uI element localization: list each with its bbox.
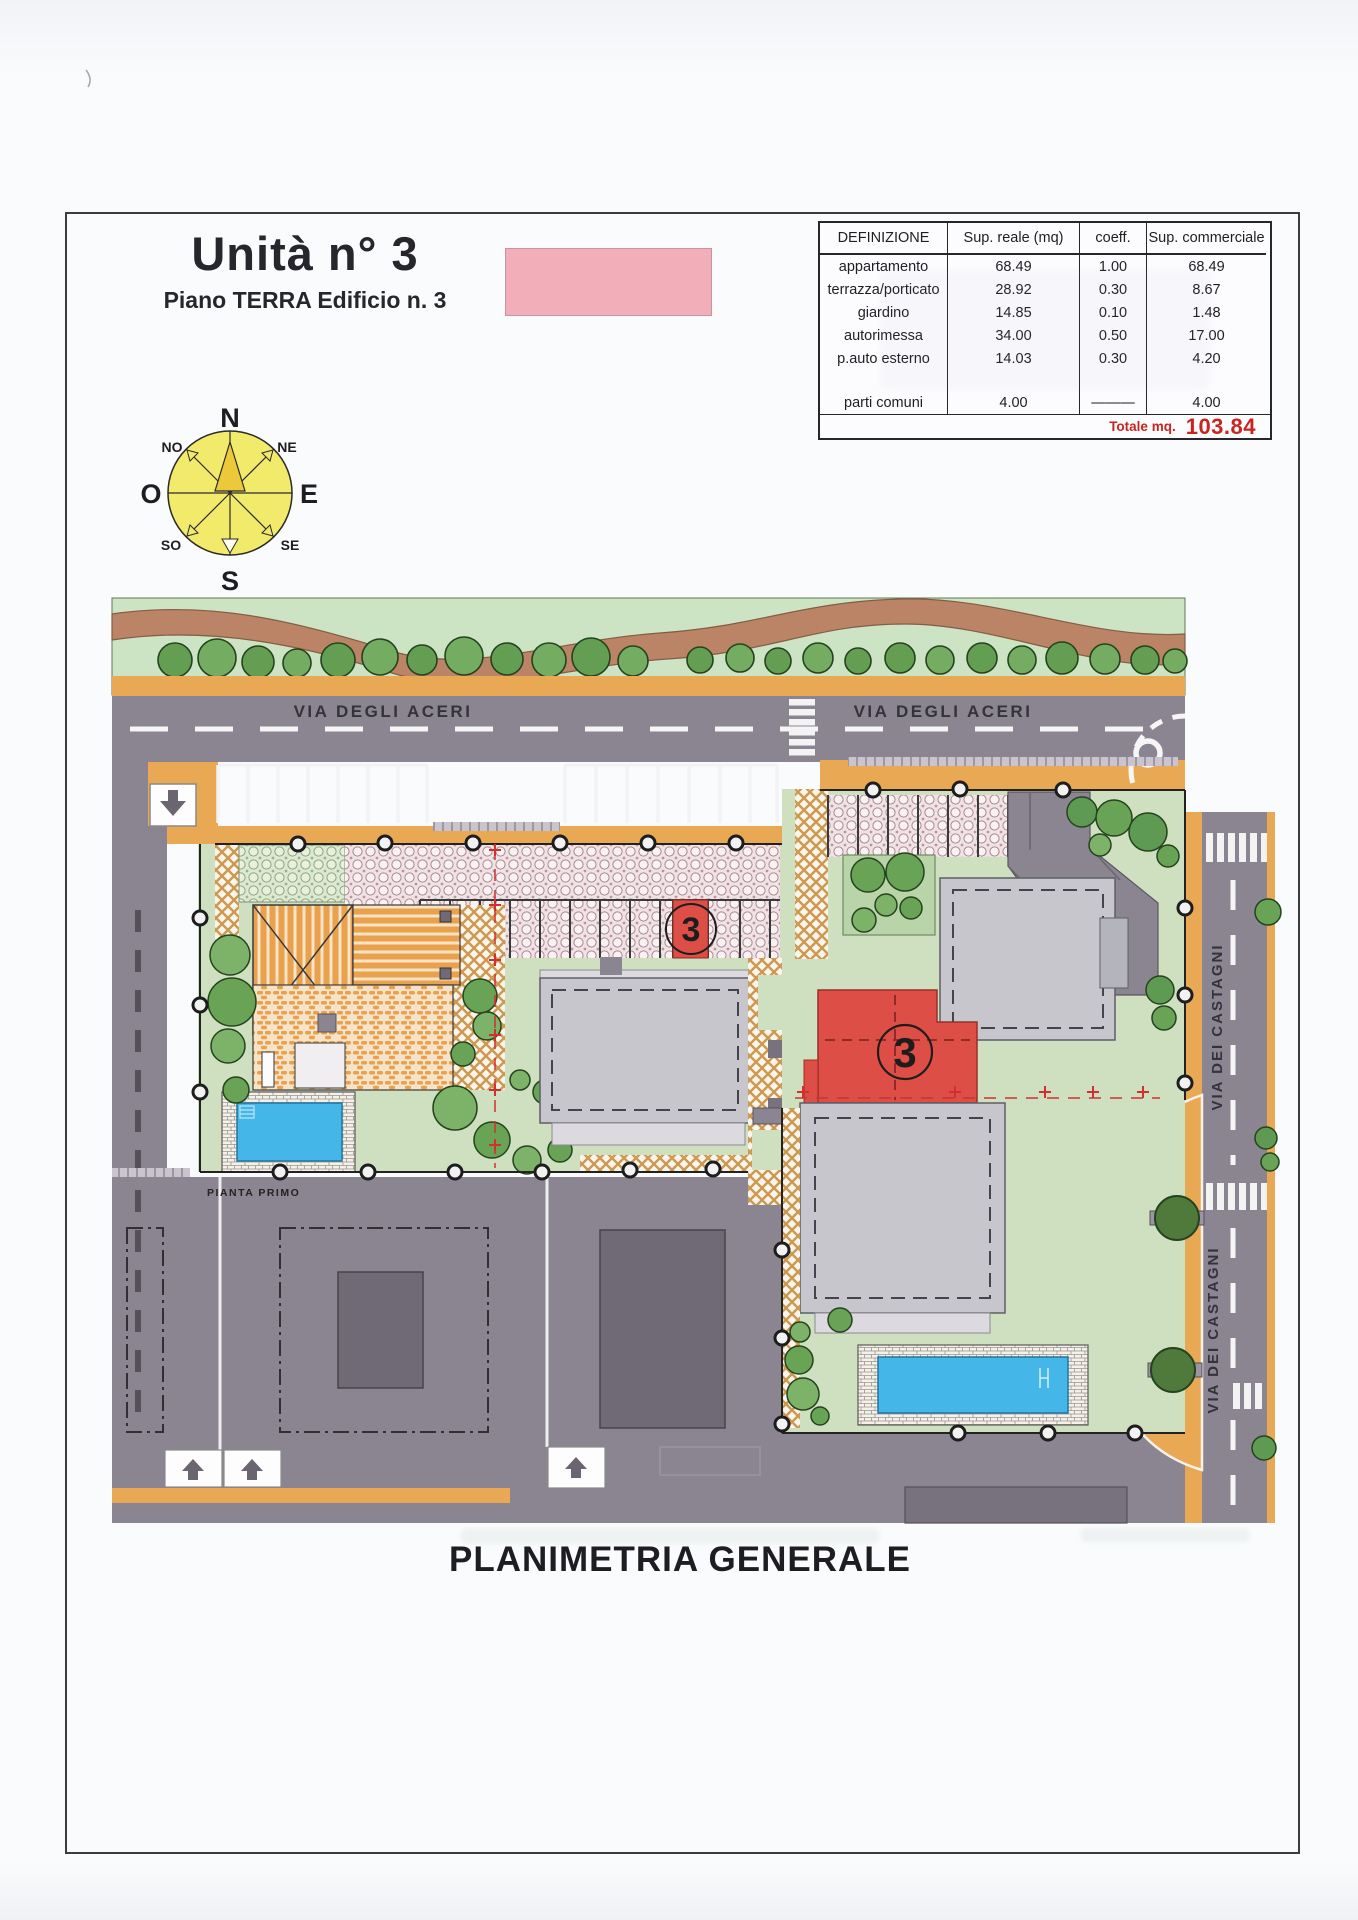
table-cell: 68.49 bbox=[948, 255, 1080, 278]
street-parking-stripes bbox=[218, 765, 777, 823]
table-cell: 4.20 bbox=[1192, 350, 1221, 367]
col-header-sup-commerciale: Sup. commerciale bbox=[1147, 223, 1266, 255]
street-label-castagni-lower: VIA DEI CASTAGNI bbox=[1205, 1246, 1222, 1414]
table-cell: 28.92 bbox=[948, 278, 1080, 301]
table-cell: autorimessa bbox=[820, 324, 948, 347]
right-pool bbox=[858, 1345, 1088, 1425]
table-cell: 0.50 bbox=[1080, 324, 1147, 347]
page-subtitle: Piano TERRA Edificio n. 3 bbox=[163, 287, 447, 313]
table-cell: appartamento bbox=[820, 255, 948, 278]
table-cell: 4.00 bbox=[1192, 394, 1221, 411]
total-value: 103.84 bbox=[1185, 413, 1256, 439]
lower-right-building bbox=[800, 1103, 1005, 1333]
table-cell: 0.30 bbox=[1080, 347, 1147, 370]
street-label-castagni-upper: VIA DEI CASTAGNI bbox=[1209, 943, 1226, 1111]
right-parcel bbox=[782, 789, 1185, 1433]
street-label-aceri-right: VIA DEGLI ACERI bbox=[853, 702, 1033, 721]
table-cell: 1.00 bbox=[1080, 255, 1147, 278]
table-cell: 1.48 bbox=[1192, 304, 1221, 321]
table-cell: ——— bbox=[1080, 391, 1147, 414]
table-cell: 0.10 bbox=[1080, 301, 1147, 324]
table-cell: 0.30 bbox=[1080, 278, 1147, 301]
kerb-ticks bbox=[433, 822, 560, 831]
table-cell: 14.85 bbox=[948, 301, 1080, 324]
central-building bbox=[540, 957, 750, 1145]
table-cell: 14.03 bbox=[948, 347, 1080, 370]
compass-so: SO bbox=[160, 537, 182, 553]
kerb-ticks bbox=[848, 757, 1178, 766]
table-cell: 4.00 bbox=[948, 391, 1080, 414]
table-cell: terrazza/porticato bbox=[820, 278, 948, 301]
compass-n: N bbox=[220, 403, 240, 433]
parking-stall-number: 3 bbox=[681, 911, 701, 949]
page-title: Unità n° 3 bbox=[191, 227, 419, 280]
compass-no: NO bbox=[161, 439, 183, 455]
compass-se: SE bbox=[280, 537, 300, 553]
table-cell: giardino bbox=[820, 301, 948, 324]
col-header-definizione: DEFINIZIONE bbox=[820, 223, 948, 255]
compass-ne: NE bbox=[277, 439, 297, 455]
highlighted-parking-stall bbox=[666, 900, 716, 958]
table-cell: 8.67 bbox=[1192, 281, 1221, 298]
compass-s: S bbox=[220, 566, 240, 596]
plan-caption: PLANIMETRIA GENERALE bbox=[448, 1540, 912, 1579]
left-pool bbox=[222, 1092, 355, 1172]
unit-number: 3 bbox=[893, 1029, 917, 1076]
total-label: Totale mq. bbox=[1109, 419, 1176, 434]
compass-rose bbox=[140, 403, 318, 596]
compass-o: O bbox=[140, 479, 162, 509]
kerb-ticks bbox=[112, 1168, 190, 1177]
upper-right-building bbox=[940, 878, 1128, 1040]
caption-pianta-primo: PIANTA PRIMO bbox=[207, 1187, 301, 1199]
col-header-coeff: coeff. bbox=[1080, 223, 1147, 255]
table-cell: 68.49 bbox=[1188, 258, 1225, 275]
entrance-arrow-sign bbox=[150, 784, 196, 826]
pencil-mark bbox=[86, 70, 90, 87]
crosswalk-castagni-bottom bbox=[1233, 1383, 1262, 1409]
compass-e: E bbox=[299, 479, 319, 509]
table-cell: p.auto esterno bbox=[820, 347, 948, 370]
street-label-aceri-left: VIA DEGLI ACERI bbox=[293, 702, 473, 721]
table-cell: 34.00 bbox=[948, 324, 1080, 347]
table-cell: parti comuni bbox=[820, 391, 948, 414]
table-cell: 17.00 bbox=[1188, 327, 1225, 344]
col-header-sup-reale: Sup. reale (mq) bbox=[948, 223, 1080, 255]
